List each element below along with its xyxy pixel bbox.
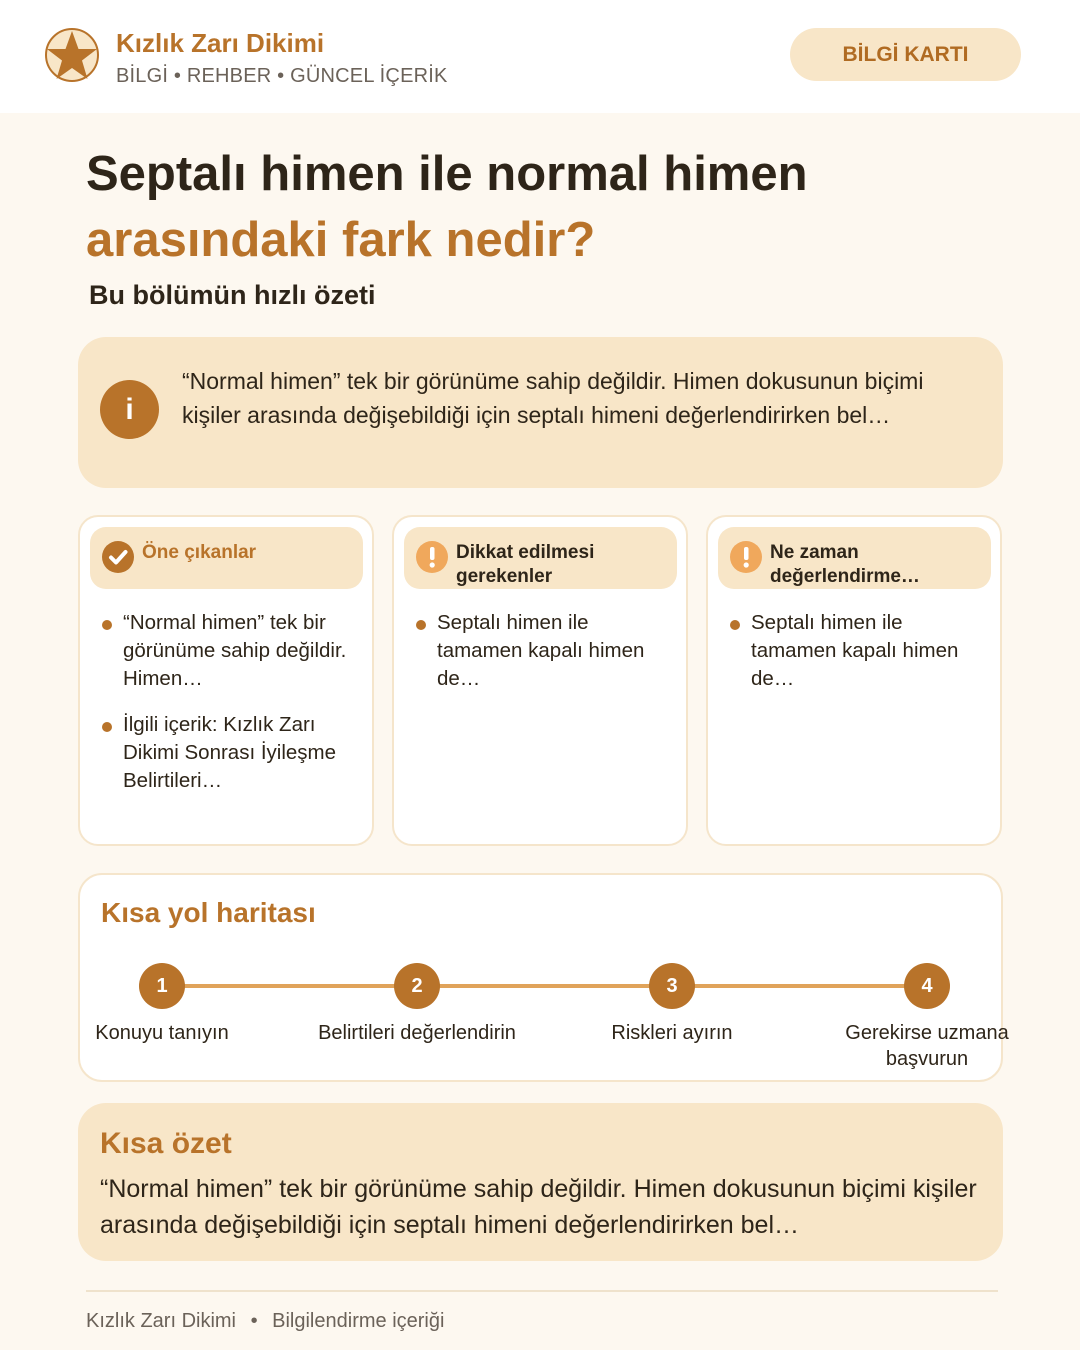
warning-icon xyxy=(730,541,762,573)
summary-box xyxy=(78,1103,1003,1261)
card-highlights xyxy=(78,515,374,846)
check-icon xyxy=(102,541,134,573)
step-label: Konuyu tanıyın xyxy=(95,1022,229,1044)
step-label: Gerekirse uzmana başvurun xyxy=(845,1022,1009,1070)
brand-tagline: BİLGİ • REHBER • GÜNCEL İÇERİK xyxy=(116,65,448,87)
bullet-list xyxy=(414,609,676,711)
list-item: Septalı himen ile tamamen kapalı himen de… xyxy=(414,609,676,693)
summary-title: Kısa özet xyxy=(100,1127,232,1160)
step-number: 4 xyxy=(904,963,950,1009)
summary-text: “Normal himen” tek bir görünüme sahip değildir. Himen dokusunun biçimi kişiler arasında değişebildiği için septalı himeni değerlendirirken bel… xyxy=(100,1175,977,1239)
star-icon xyxy=(44,27,100,87)
page-title-highlight: arasındaki fark nedir? xyxy=(86,213,596,267)
page-title: Septalı himen ile normal himen xyxy=(86,147,808,201)
card-header xyxy=(404,527,677,589)
step-label: Riskleri ayırın xyxy=(611,1022,733,1044)
bullet-list xyxy=(100,609,362,813)
page-header xyxy=(0,0,1080,113)
card-title: Dikkat edilmesi gerekenler xyxy=(456,542,595,587)
roadmap-line xyxy=(162,984,927,988)
card-title: Ne zaman değerlendirme… xyxy=(770,542,920,587)
footer-divider xyxy=(86,1290,998,1292)
page-subtitle: Bu bölümün hızlı özeti xyxy=(89,280,376,310)
step-number: 1 xyxy=(139,963,185,1009)
info-icon: i xyxy=(100,380,159,439)
roadmap-title: Kısa yol haritası xyxy=(101,897,316,928)
step-label: Belirtileri değerlendirin xyxy=(318,1022,516,1044)
card-title: Öne çıkanlar xyxy=(142,542,257,563)
card-cautions xyxy=(392,515,688,846)
list-item: “Normal himen” tek bir görünüme sahip değildir. Himen… xyxy=(100,609,362,693)
bullet-list xyxy=(728,609,990,711)
info-card-badge: BİLGİ KARTI xyxy=(790,28,1021,81)
footer-separator: • xyxy=(250,1310,258,1332)
footer-brand: Kızlık Zarı Dikimi xyxy=(86,1310,236,1332)
step-number: 2 xyxy=(394,963,440,1009)
page-footer xyxy=(86,1310,444,1333)
brand-name: Kızlık Zarı Dikimi xyxy=(116,28,325,58)
list-item: Septalı himen ile tamamen kapalı himen de… xyxy=(728,609,990,693)
list-item: İlgili içerik: Kızlık Zarı Dikimi Sonrası İyileşme Belirtileri… xyxy=(100,711,362,795)
warning-icon xyxy=(416,541,448,573)
step-number: 3 xyxy=(649,963,695,1009)
intro-box xyxy=(78,337,1003,488)
roadmap-section xyxy=(78,873,1009,1082)
footer-label: Bilgilendirme içeriği xyxy=(272,1310,445,1332)
card-when-to-evaluate xyxy=(706,515,1002,846)
intro-text: “Normal himen” tek bir görünüme sahip değildir. Himen dokusunun biçimi kişiler arasında değişebildiği için septalı himeni değerlendirirken bel… xyxy=(182,368,924,428)
card-header xyxy=(90,527,363,589)
card-header xyxy=(718,527,991,589)
